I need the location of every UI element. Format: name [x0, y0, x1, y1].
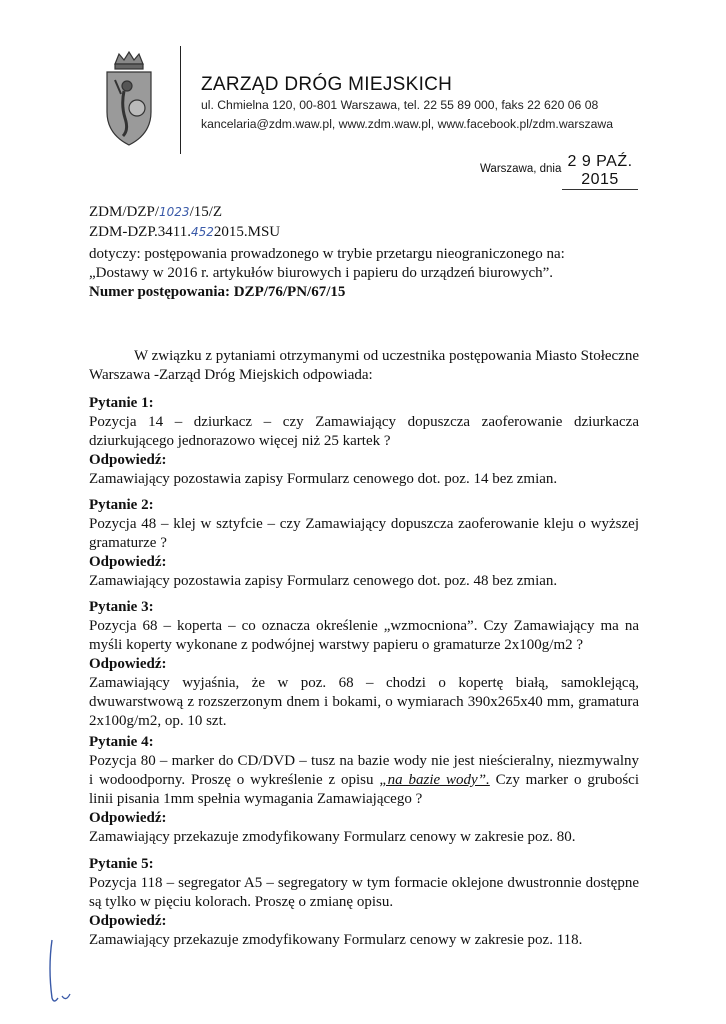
question-block-2	[89, 496, 639, 591]
question-block-5	[89, 855, 639, 950]
question-title: Pytanie 3:	[89, 599, 154, 615]
subject-line: dotyczy: postępowania prowadzonego w trybie przetargu nieograniczonego na:	[89, 246, 565, 262]
question-title: Pytanie 2:	[89, 497, 154, 513]
quoted-phrase: „na bazie wody”.	[379, 772, 490, 788]
question-block-4	[89, 733, 639, 847]
answer-label: Odpowiedź:	[89, 913, 167, 929]
question-text	[89, 752, 639, 809]
organization-contact: kancelaria@zdm.waw.pl, www.zdm.waw.pl, www.facebook.pl/zdm.warszawa	[201, 117, 613, 131]
answer-label: Odpowiedź:	[89, 656, 167, 672]
answer-text: Zamawiający pozostawia zapisy Formularz cenowego dot. poz. 48 bez zmian.	[89, 573, 558, 589]
handwritten-number: 1023	[159, 205, 190, 219]
warsaw-crest-logo	[103, 50, 155, 148]
question-text-part: Pozycja 80 – marker do CD/DVD – tusz na bazie wody nie jest nieścieralny, niezmywalny i wodoodporny. Proszę o wykreślenie z opisu	[89, 753, 639, 788]
answer-label: Odpowiedź:	[89, 554, 167, 570]
question-text: Pozycja 118 – segregator A5 – segregatory w tym formacie oklejone dwustronnie dostępne są tylko w pięciu kolorach. Proszę o zmianę opisu.	[89, 875, 639, 910]
reference-number-1	[89, 204, 222, 221]
question-title: Pytanie 4:	[89, 734, 154, 750]
reference-suffix: 2015.MSU	[213, 224, 281, 240]
header-divider	[180, 46, 181, 154]
answer-label: Odpowiedź:	[89, 810, 167, 826]
procedure-number: Numer postępowania: DZP/76/PN/67/15	[89, 284, 346, 300]
handwritten-number: 452	[190, 225, 214, 239]
question-title: Pytanie 5:	[89, 856, 154, 872]
answer-text: Zamawiający przekazuje zmodyfikowany Formularz cenowy w zakresie poz. 118.	[89, 932, 583, 948]
organization-name: ZARZĄD DRÓG MIEJSKICH	[201, 74, 453, 95]
question-text: Pozycja 14 – dziurkacz – czy Zamawiający dopuszcza zaoferowanie dziurkacza dziurkującego jednorazowo więcej niż 25 kartek ?	[89, 414, 639, 449]
question-block-3	[89, 598, 639, 731]
answer-label: Odpowiedź:	[89, 452, 167, 468]
reference-number-2	[89, 224, 280, 241]
question-text-part: Czy marker o grubości linii pisania 1mm spełnia wymagania Zamawiającego ?	[89, 772, 640, 807]
intro-paragraph: W związku z pytaniami otrzymanymi od uczestnika postępowania Miasto Stołeczne Warszawa -Zarząd Dróg Miejskich odpowiada:	[89, 348, 639, 383]
reference-prefix: ZDM/DZP/	[89, 204, 160, 220]
answer-text: Zamawiający przekazuje zmodyfikowany Formularz cenowy w zakresie poz. 80.	[89, 829, 576, 845]
answer-text: Zamawiający wyjaśnia, że w poz. 68 – chodzi o kopertę białą, samoklejącą, dwuwarstwową z rozszerzonym dnem i bokami, o wymiarach 390x265x40 mm, gramatura 2x100g/m2, op. 10 szt.	[89, 675, 639, 729]
handwritten-signature-mark	[40, 938, 80, 1008]
question-text: Pozycja 68 – koperta – co oznacza określenie „wzmocniona”. Czy Zamawiający ma na myśli koperty wykonane z podwójnej warstwy papieru o gramaturze 2x100g/m2 ?	[89, 618, 639, 653]
question-title: Pytanie 1:	[89, 395, 154, 411]
subject-block	[89, 245, 639, 302]
question-block-1	[89, 394, 639, 489]
answer-text: Zamawiający pozostawia zapisy Formularz cenowego dot. poz. 14 bez zmian.	[89, 471, 558, 487]
date-label: Warszawa, dnia	[480, 163, 562, 175]
question-text: Pozycja 48 – klej w sztyfcie – czy Zamawiający dopuszcza zaoferowanie kleju o wyższej gramaturze ?	[89, 516, 639, 551]
reference-prefix: ZDM-DZP.3411.	[89, 224, 191, 240]
date-stamp: 2 9 PAŹ. 2015	[562, 153, 638, 190]
organization-address: ul. Chmielna 120, 00-801 Warszawa, tel. 22 55 89 000, faks 22 620 06 08	[201, 98, 599, 112]
subject-line: „Dostawy w 2016 r. artykułów biurowych i papieru do urządzeń biurowych”.	[89, 265, 554, 281]
reference-suffix: /15/Z	[189, 204, 223, 220]
